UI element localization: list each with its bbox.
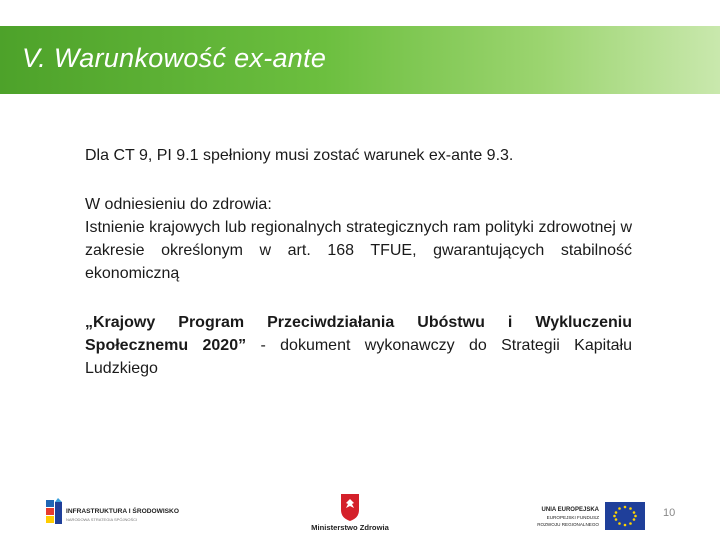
paragraph-health-heading: W odniesieniu do zdrowia: [85, 196, 272, 213]
slide-title-bar [0, 26, 720, 94]
infrastruktura-logo [44, 496, 192, 528]
program-name: „Krajowy Program Przeciwdziałania Ubóstwu i Wykluczeniu Społecznemu 2020” [85, 314, 632, 354]
infra-logo-line2: NARODOWA STRATEGIA SPÓJNOŚCI [66, 517, 138, 522]
unia-europejska-logo [527, 500, 677, 534]
ue-logo-line1: UNIA EUROPEJSKA [541, 507, 599, 513]
paragraph-health-body: Istnienie krajowych lub regionalnych strategicznych ram polityki zdrowotnej w zakresie określonym w art. 168 TFUE, gwarantujących stabilność ekonomiczną [85, 219, 632, 282]
ue-logo-line2: EUROPEJSKI FUNDUSZ [546, 515, 599, 520]
slide-content [85, 144, 632, 380]
ministerstwo-zdrowia-logo [310, 492, 390, 532]
slide-title: V. Warunkowość ex-ante [22, 43, 327, 73]
paragraph-ex-ante: Dla CT 9, PI 9.1 spełniony musi zostać warunek ex-ante 9.3. [85, 147, 514, 164]
ue-logo-line3: ROZWOJU REGIONALNEGO [537, 522, 599, 527]
program-description: - dokument wykonawczy do Strategii Kapitału Ludzkiego [85, 337, 632, 377]
infra-logo-line1: INFRASTRUKTURA I ŚRODOWISKO [66, 508, 179, 515]
page-number: 10 [663, 507, 676, 519]
paragraph-program [85, 311, 632, 380]
mz-logo-label: Ministerstwo Zdrowia [311, 523, 389, 532]
